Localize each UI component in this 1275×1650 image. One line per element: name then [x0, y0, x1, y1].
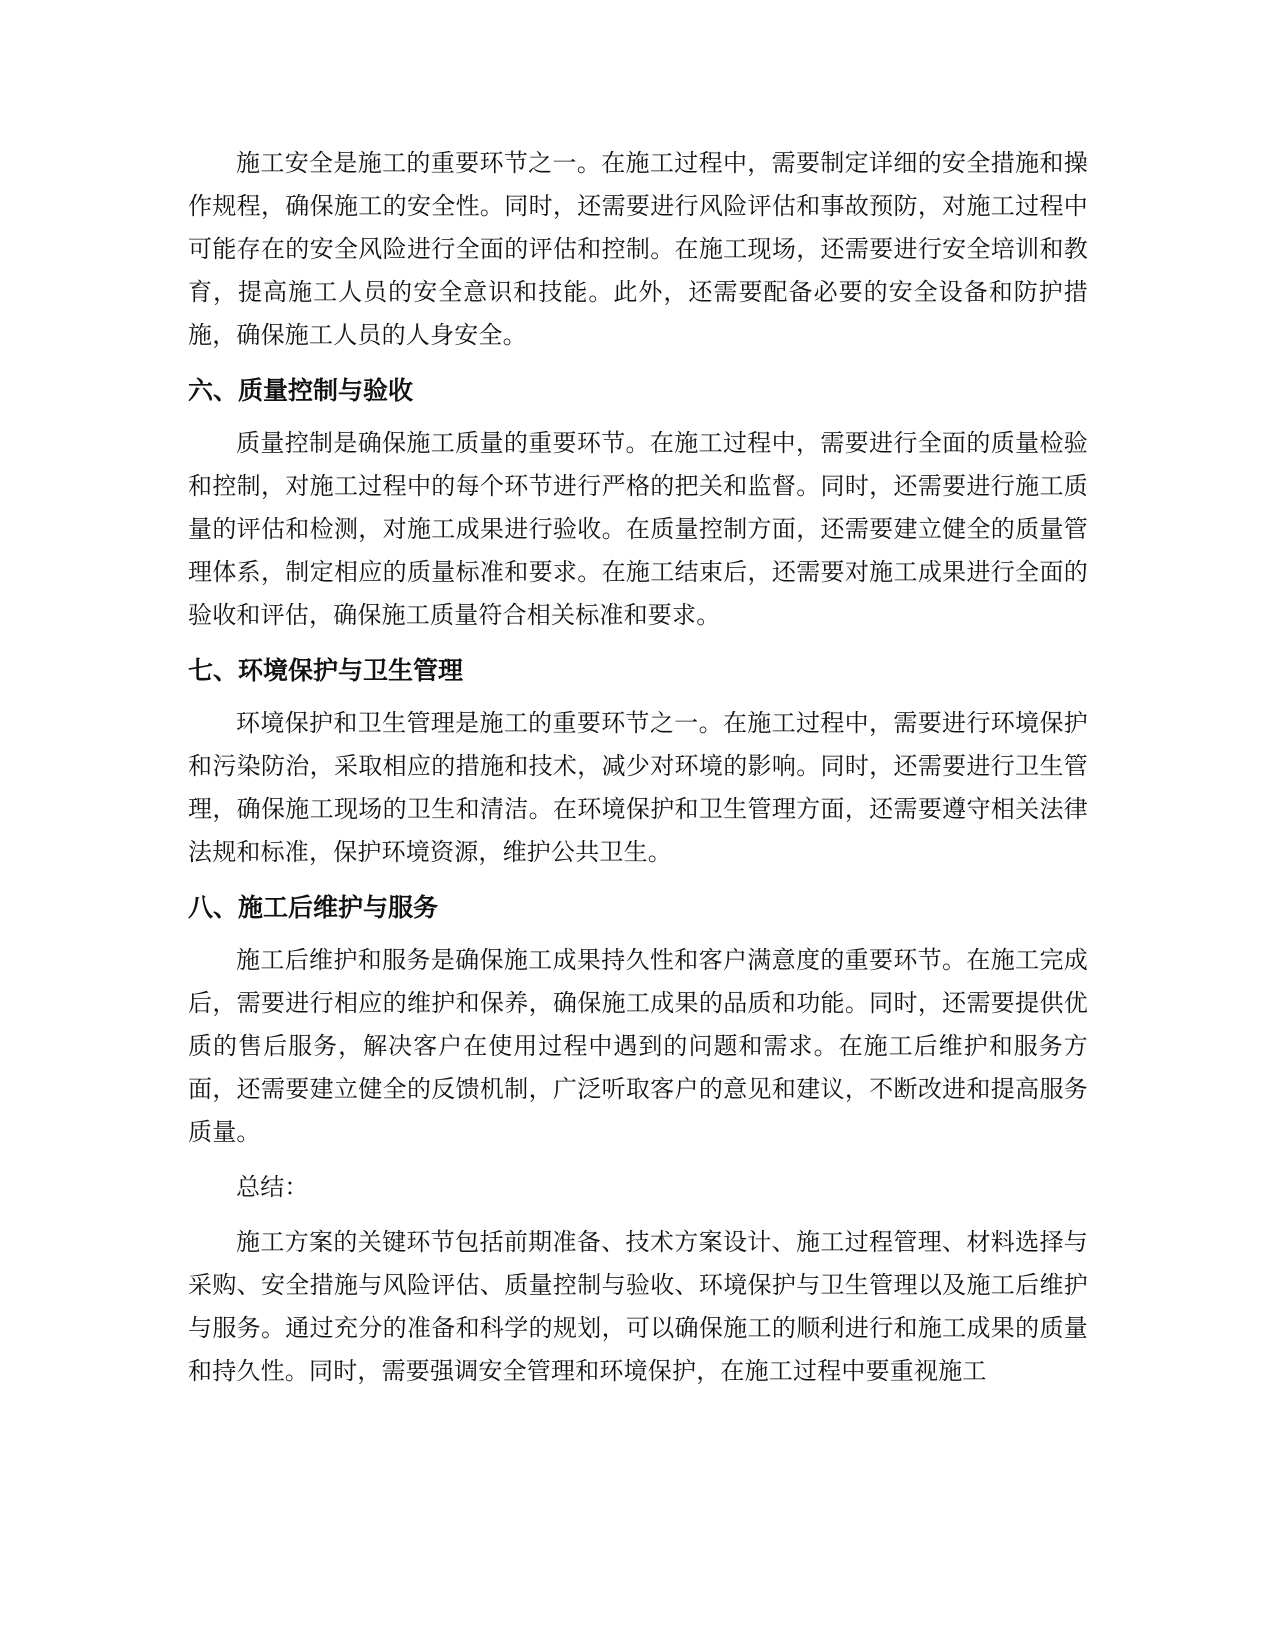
paragraph-quality-control: 质量控制是确保施工质量的重要环节。在施工过程中，需要进行全面的质量检验和控制，对施工过程中的每个环节进行严格的把关和监督。同时，还需要进行施工质量的评估和检测，对施工成果进行验收。在质量控制方面，还需要建立健全的质量管理体系，制定相应的质量标准和要求。在施工结束后，还需要对施工成果进行全面的验收和评估，确保施工质量符合相关标准和要求。	[188, 429, 1088, 629]
paragraph-summary: 施工方案的关键环节包括前期准备、技术方案设计、施工过程管理、材料选择与采购、安全措施与风险评估、质量控制与验收、环境保护与卫生管理以及施工后维护与服务。通过充分的准备和科学的规划，可以确保施工的顺利进行和施工成果的质量和持久性。同时，需要强调安全管理和环境保护，在施工过程中要重视施工	[188, 1228, 1088, 1385]
paragraph-environment-hygiene: 环境保护和卫生管理是施工的重要环节之一。在施工过程中，需要进行环境保护和污染防治，采取相应的措施和技术，减少对环境的影响。同时，还需要进行卫生管理，确保施工现场的卫生和清洁。在环境保护和卫生管理方面，还需要遵守相关法律法规和标准，保护环境资源，维护公共卫生。	[188, 709, 1088, 866]
document-body	[188, 142, 1088, 1393]
heading-quality-control: 六、质量控制与验收	[188, 376, 414, 405]
paragraph-summary-label: 总结：	[236, 1173, 309, 1201]
heading-environment-hygiene: 七、环境保护与卫生管理	[188, 656, 464, 685]
paragraph-construction-safety: 施工安全是施工的重要环节之一。在施工过程中，需要制定详细的安全措施和操作规程，确保施工的安全性。同时，还需要进行风险评估和事故预防，对施工过程中可能存在的安全风险进行全面的评估和控制。在施工现场，还需要进行安全培训和教育，提高施工人员的安全意识和技能。此外，还需要配备必要的安全设备和防护措施，确保施工人员的人身安全。	[188, 149, 1088, 349]
paragraph-post-construction-service: 施工后维护和服务是确保施工成果持久性和客户满意度的重要环节。在施工完成后，需要进行相应的维护和保养，确保施工成果的品质和功能。同时，还需要提供优质的售后服务，解决客户在使用过程中遇到的问题和需求。在施工后维护和服务方面，还需要建立健全的反馈机制，广泛听取客户的意见和建议，不断改进和提高服务质量。	[188, 946, 1088, 1146]
heading-post-construction-service: 八、施工后维护与服务	[188, 893, 439, 922]
